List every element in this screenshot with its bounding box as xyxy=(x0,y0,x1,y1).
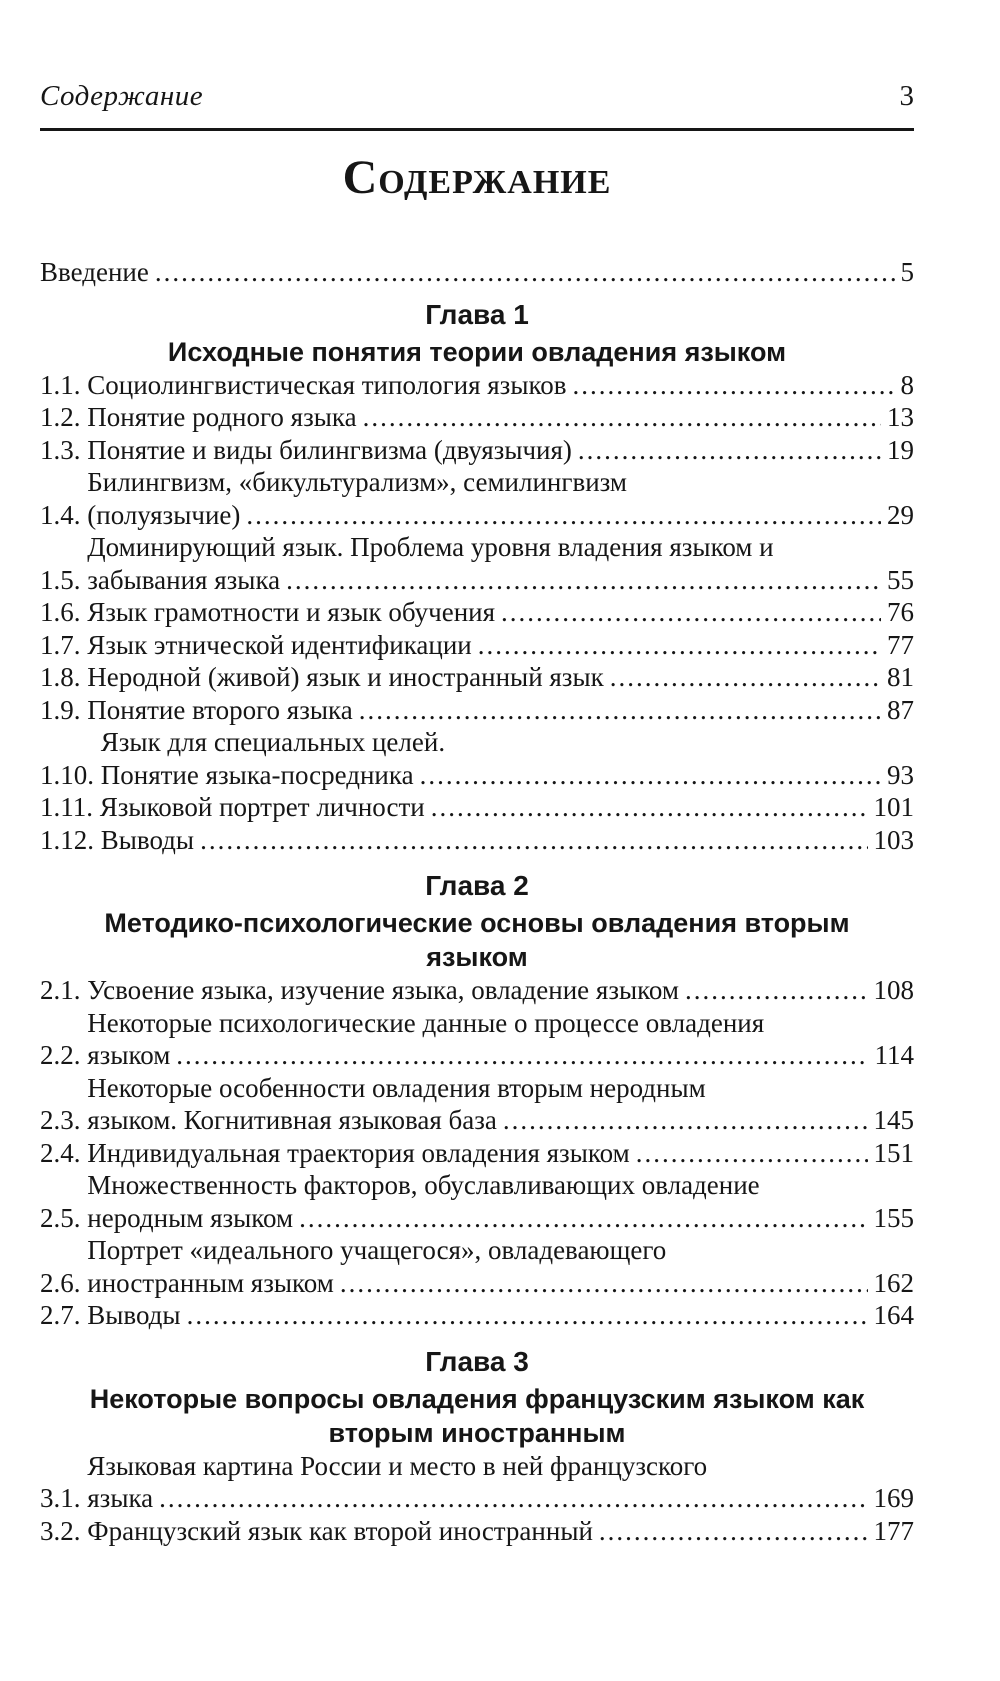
toc-entry-number: 1.12. xyxy=(40,824,101,855)
toc-entry-number: 1.5. xyxy=(40,564,88,595)
toc-entry-number: 2.7. xyxy=(40,1300,88,1330)
dot-leader xyxy=(359,694,881,727)
toc-entry-page: 155 xyxy=(873,1202,914,1233)
dot-leader xyxy=(200,824,867,857)
toc-entry-label: Введение xyxy=(40,257,149,287)
chapter-title-line: Исходные понятия теории овладения языком xyxy=(167,336,787,367)
toc-entry-page: 8 xyxy=(900,369,914,400)
toc-entry-line: Портрет «идеального учащегося», овладевающего xyxy=(87,1235,667,1265)
dot-leader xyxy=(636,1137,868,1170)
toc-entry-number: 1.8. xyxy=(40,662,88,692)
toc-entry-number: 2.5. xyxy=(40,1202,88,1233)
toc-entry-page: 87 xyxy=(887,694,914,725)
toc-entry-page: 145 xyxy=(873,1105,914,1135)
toc-entry-page: 93 xyxy=(887,759,914,790)
toc-entry[interactable] xyxy=(40,369,914,402)
dot-leader xyxy=(286,564,881,597)
toc-entry-page: 76 xyxy=(887,597,914,627)
toc-entry-number: 1.9. xyxy=(40,694,88,725)
page-title: Содержание xyxy=(342,151,612,204)
toc-entry-line: (полуязычие) xyxy=(87,499,241,530)
toc-entry-line: Понятие второго языка xyxy=(87,694,353,725)
toc-entry[interactable] xyxy=(40,824,914,857)
toc-entry-line: Социолингвистическая типология языков xyxy=(87,369,567,400)
dot-leader xyxy=(299,1202,867,1235)
toc-entry-number: 2.1. xyxy=(40,975,88,1005)
chapter-gap xyxy=(40,1332,914,1338)
toc-entry-number: 1.7. xyxy=(40,629,88,660)
toc-entry-page: 81 xyxy=(887,662,914,692)
toc-entry-line: Французский язык как второй иностранный xyxy=(87,1515,593,1546)
dot-leader xyxy=(187,1299,868,1332)
dot-leader xyxy=(610,661,881,694)
dot-leader xyxy=(578,434,881,467)
toc-entry-line: Усвоение языка, изучение языка, овладение языком xyxy=(87,975,679,1005)
chapter-title xyxy=(40,1382,914,1450)
toc-entry[interactable] xyxy=(40,401,914,434)
toc-entry-number: 1.4. xyxy=(40,499,88,530)
toc-entry-line: Язык для специальных целей. xyxy=(100,727,446,757)
toc-entry[interactable] xyxy=(40,1072,914,1137)
toc-entry-line: Доминирующий язык. Проблема уровня владения языком и xyxy=(87,532,774,562)
toc-entry-page: 164 xyxy=(873,1300,914,1330)
toc-entry-line: Языковой портрет личности xyxy=(99,792,425,822)
dot-leader xyxy=(599,1515,868,1548)
chapter-heading xyxy=(40,1342,914,1450)
toc-entry[interactable] xyxy=(40,1450,914,1515)
toc-entry-number: 1.10. xyxy=(40,759,101,790)
toc-entry[interactable] xyxy=(40,1007,914,1072)
dot-leader xyxy=(176,1039,868,1072)
toc-entry-page: 55 xyxy=(887,564,914,595)
toc-entry-page: 103 xyxy=(873,824,914,855)
toc-entry[interactable] xyxy=(40,629,914,662)
toc-entry-number: 3.1. xyxy=(40,1483,88,1513)
toc-entry-number: 2.3. xyxy=(40,1105,88,1135)
toc-entry-number: 2.2. xyxy=(40,1040,88,1070)
toc-entry[interactable] xyxy=(40,1299,914,1332)
dot-leader xyxy=(246,499,881,532)
toc-entry-number: 2.4. xyxy=(40,1137,88,1168)
toc-entry-line: языком. Когнитивная языковая база xyxy=(87,1105,497,1135)
toc-entry-line: языком xyxy=(87,1040,171,1070)
toc-entry[interactable] xyxy=(40,466,914,531)
chapter-title-line: языком xyxy=(426,942,528,972)
toc-entry-line: Индивидуальная траектория овладения языком xyxy=(87,1137,630,1168)
toc-entry-line: Языковая картина России и место в ней французского xyxy=(87,1450,708,1481)
toc-entry-line: Понятие языка-посредника xyxy=(100,759,414,790)
dot-leader xyxy=(155,256,895,289)
chapter-number: Глава 2 xyxy=(425,870,529,901)
toc-entry-line: иностранным языком xyxy=(87,1267,334,1298)
table-of-contents xyxy=(40,256,914,1547)
toc-entry[interactable] xyxy=(40,434,914,467)
toc-entry[interactable] xyxy=(40,1234,914,1299)
toc-entry-line: Язык грамотности и язык обучения xyxy=(87,597,496,627)
toc-entry-line: забывания языка xyxy=(87,564,281,595)
dot-leader xyxy=(685,974,868,1007)
toc-entry-line: Некоторые особенности овладения вторым неродным xyxy=(87,1072,706,1103)
dot-leader xyxy=(340,1267,868,1300)
toc-entry-number: 3.2. xyxy=(40,1515,88,1546)
chapter-number: Глава 1 xyxy=(425,298,529,330)
toc-entry[interactable] xyxy=(40,596,914,629)
toc-entry[interactable] xyxy=(40,661,914,694)
toc-entry-line: Язык этнической идентификации xyxy=(87,629,472,660)
toc-entry-page: 151 xyxy=(873,1137,914,1168)
toc-entry-number: 1.1. xyxy=(40,369,88,400)
toc-entry-line: Множественность факторов, обуславливающих овладение xyxy=(87,1170,760,1200)
toc-entry-page: 101 xyxy=(873,792,914,822)
dot-leader xyxy=(573,369,895,402)
toc-entry-line: Неродной (живой) язык и иностранный язык xyxy=(87,662,604,692)
toc-entry-line: неродным языком xyxy=(87,1202,294,1233)
chapter-title-line: Некоторые вопросы овладения французским языком как xyxy=(89,1383,865,1414)
toc-entry-intro[interactable] xyxy=(40,256,914,289)
dot-leader xyxy=(159,1482,867,1515)
toc-entry[interactable] xyxy=(40,694,914,727)
toc-entry-page: 114 xyxy=(874,1040,914,1070)
toc-entry-number: 2.6. xyxy=(40,1267,88,1298)
toc-entry[interactable] xyxy=(40,531,914,596)
toc-entry-line: Некоторые психологические данные о процессе овладения xyxy=(87,1007,765,1038)
chapter-number: Глава 3 xyxy=(425,1345,529,1377)
toc-entry-page: 162 xyxy=(873,1267,914,1298)
toc-entry-page: 77 xyxy=(887,629,914,660)
toc-entry-page: 5 xyxy=(900,257,914,287)
chapter-gap xyxy=(40,856,914,862)
chapter-title xyxy=(40,335,914,369)
dot-leader xyxy=(363,401,881,434)
toc-entry[interactable] xyxy=(40,726,914,791)
toc-entry-number: 1.11. xyxy=(40,792,100,822)
chapter-title-line: вторым иностранным xyxy=(328,1417,626,1448)
toc-entry-line: Билингвизм, «бикультурализм», семилингвизм xyxy=(87,467,628,497)
header-rule xyxy=(40,128,914,131)
dot-leader xyxy=(478,629,881,662)
toc-entry-page: 108 xyxy=(873,975,914,1005)
toc-entry[interactable] xyxy=(40,791,914,824)
toc-entry-line: Выводы xyxy=(100,824,195,855)
toc-entry-number: 1.2. xyxy=(40,402,88,432)
page-number: 3 xyxy=(899,80,914,112)
running-title: Содержание xyxy=(40,80,204,112)
toc-entry-page: 13 xyxy=(887,402,914,432)
toc-entry[interactable] xyxy=(40,1515,914,1548)
toc-entry[interactable] xyxy=(40,1137,914,1170)
toc-entry-line: Понятие и виды билингвизма (двуязычия) xyxy=(87,434,572,465)
toc-entry-number: 1.3. xyxy=(40,434,88,465)
toc-entry-page: 19 xyxy=(887,434,914,465)
toc-entry[interactable] xyxy=(40,974,914,1007)
chapter-heading xyxy=(40,866,914,974)
toc-entry-line: языка xyxy=(87,1483,154,1513)
toc-entry-line: Выводы xyxy=(87,1300,181,1330)
toc-entry-page: 169 xyxy=(873,1483,914,1513)
toc-entry-page: 177 xyxy=(873,1515,914,1546)
toc-entry-line: Понятие родного языка xyxy=(87,402,357,432)
toc-entry-page: 29 xyxy=(887,499,914,530)
toc-entry-number: 1.6. xyxy=(40,597,88,627)
chapter-heading xyxy=(40,295,914,369)
chapter-title xyxy=(40,906,914,974)
chapter-title-line: Методико-психологические основы овладения вторым xyxy=(104,908,850,938)
dot-leader xyxy=(420,759,881,792)
running-header xyxy=(40,80,914,113)
toc-entry[interactable] xyxy=(40,1169,914,1234)
dot-leader xyxy=(501,596,881,629)
dot-leader xyxy=(503,1104,868,1137)
dot-leader xyxy=(431,791,868,824)
